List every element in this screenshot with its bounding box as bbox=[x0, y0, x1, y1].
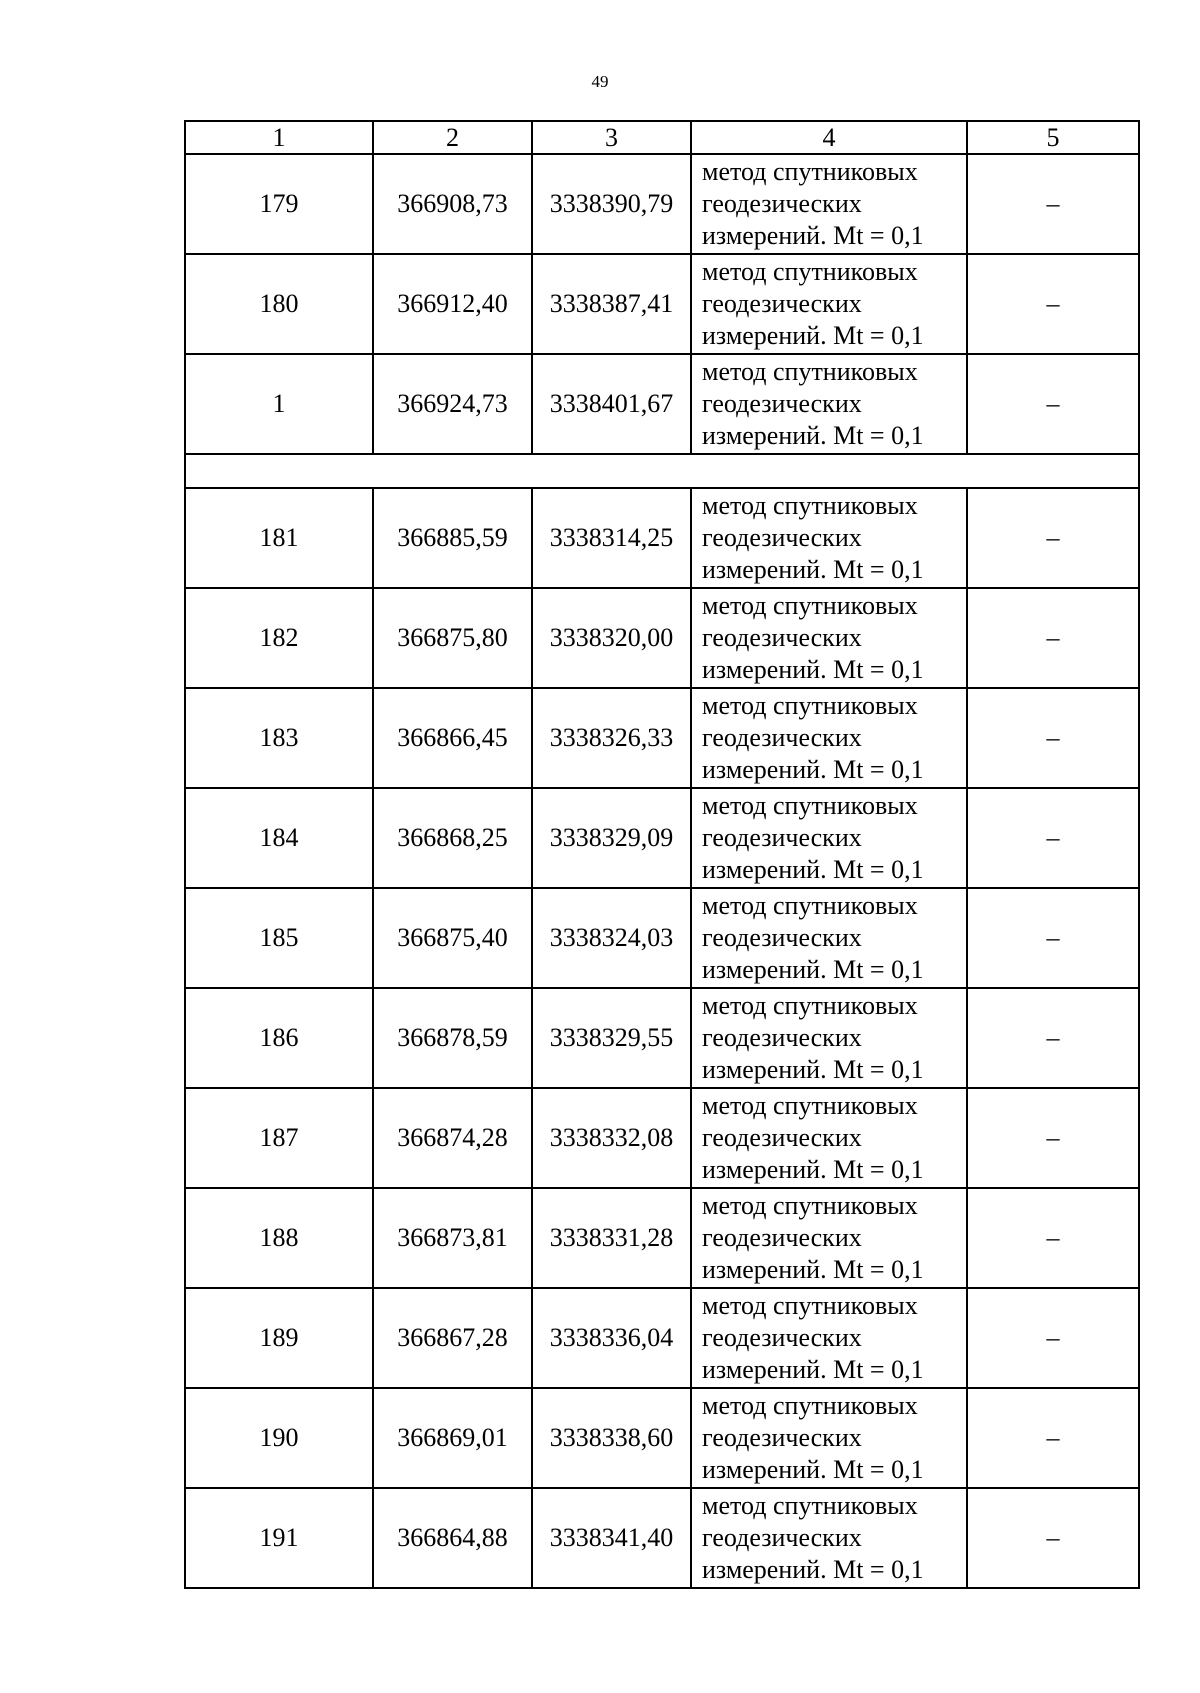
point-number-cell: 184 bbox=[185, 788, 373, 888]
method-text-line: геодезических bbox=[702, 1123, 862, 1152]
x-coordinate-cell: 366867,28 bbox=[373, 1288, 532, 1388]
method-text-line: измерений. Mt = 0,1 bbox=[702, 1055, 924, 1084]
method-text-line: геодезических bbox=[702, 1023, 862, 1052]
point-number-cell: 179 bbox=[185, 154, 373, 254]
x-coordinate-cell: 366874,28 bbox=[373, 1088, 532, 1188]
table-row bbox=[185, 1088, 1139, 1188]
method-text-line: геодезических bbox=[702, 1223, 862, 1252]
coordinates-table-container bbox=[184, 120, 1138, 1589]
method-text-line: метод спутниковых bbox=[702, 891, 918, 920]
method-text-line: измерений. Mt = 0,1 bbox=[702, 955, 924, 984]
method-cell bbox=[691, 1388, 967, 1488]
y-coordinate-cell: 3338338,60 bbox=[532, 1388, 691, 1488]
method-text-line: измерений. Mt = 0,1 bbox=[702, 555, 924, 584]
note-cell: – bbox=[967, 1488, 1139, 1588]
method-text-line: геодезических bbox=[702, 923, 862, 952]
table-row bbox=[185, 1388, 1139, 1488]
y-coordinate-cell: 3338341,40 bbox=[532, 1488, 691, 1588]
y-coordinate-cell: 3338387,41 bbox=[532, 254, 691, 354]
point-number-cell: 181 bbox=[185, 488, 373, 588]
method-cell bbox=[691, 254, 967, 354]
method-text-line: метод спутниковых bbox=[702, 1391, 918, 1420]
coordinates-table bbox=[184, 120, 1140, 1589]
method-text-line: метод спутниковых bbox=[702, 1491, 918, 1520]
method-text-line: метод спутниковых bbox=[702, 691, 918, 720]
note-cell: – bbox=[967, 254, 1139, 354]
group-separator-cell bbox=[185, 454, 1139, 488]
y-coordinate-cell: 3338314,25 bbox=[532, 488, 691, 588]
method-cell bbox=[691, 1188, 967, 1288]
note-cell: – bbox=[967, 1088, 1139, 1188]
y-coordinate-cell: 3338336,04 bbox=[532, 1288, 691, 1388]
note-cell: – bbox=[967, 588, 1139, 688]
note-cell: – bbox=[967, 154, 1139, 254]
y-coordinate-cell: 3338326,33 bbox=[532, 688, 691, 788]
method-text-line: измерений. Mt = 0,1 bbox=[702, 421, 924, 450]
table-row bbox=[185, 588, 1139, 688]
method-cell bbox=[691, 154, 967, 254]
point-number-cell: 187 bbox=[185, 1088, 373, 1188]
method-cell bbox=[691, 488, 967, 588]
method-text-line: измерений. Mt = 0,1 bbox=[702, 655, 924, 684]
x-coordinate-cell: 366873,81 bbox=[373, 1188, 532, 1288]
y-coordinate-cell: 3338332,08 bbox=[532, 1088, 691, 1188]
method-text-line: метод спутниковых bbox=[702, 257, 918, 286]
table-body bbox=[185, 154, 1139, 1588]
method-text-line: метод спутниковых bbox=[702, 1091, 918, 1120]
table-row bbox=[185, 988, 1139, 1088]
note-cell: – bbox=[967, 888, 1139, 988]
method-text-line: измерений. Mt = 0,1 bbox=[702, 321, 924, 350]
method-cell bbox=[691, 688, 967, 788]
column-header-2: 2 bbox=[373, 121, 532, 154]
method-text-line: измерений. Mt = 0,1 bbox=[702, 855, 924, 884]
method-cell bbox=[691, 1088, 967, 1188]
table-row bbox=[185, 788, 1139, 888]
method-text-line: метод спутниковых bbox=[702, 1191, 918, 1220]
method-text-line: геодезических bbox=[702, 823, 862, 852]
method-text-line: метод спутниковых bbox=[702, 1291, 918, 1320]
point-number-cell: 1 bbox=[185, 354, 373, 454]
method-text-line: метод спутниковых bbox=[702, 357, 918, 386]
x-coordinate-cell: 366924,73 bbox=[373, 354, 532, 454]
x-coordinate-cell: 366912,40 bbox=[373, 254, 532, 354]
method-text-line: метод спутниковых bbox=[702, 157, 918, 186]
method-text-line: измерений. Mt = 0,1 bbox=[702, 1355, 924, 1384]
method-text-line: геодезических bbox=[702, 1523, 862, 1552]
table-row bbox=[185, 354, 1139, 454]
method-text-line: геодезических bbox=[702, 289, 862, 318]
x-coordinate-cell: 366868,25 bbox=[373, 788, 532, 888]
y-coordinate-cell: 3338320,00 bbox=[532, 588, 691, 688]
y-coordinate-cell: 3338331,28 bbox=[532, 1188, 691, 1288]
method-text-line: измерений. Mt = 0,1 bbox=[702, 1255, 924, 1284]
x-coordinate-cell: 366878,59 bbox=[373, 988, 532, 1088]
table-header-row bbox=[185, 121, 1139, 154]
point-number-cell: 185 bbox=[185, 888, 373, 988]
method-text-line: измерений. Mt = 0,1 bbox=[702, 1455, 924, 1484]
x-coordinate-cell: 366866,45 bbox=[373, 688, 532, 788]
column-header-4: 4 bbox=[691, 121, 967, 154]
method-cell bbox=[691, 788, 967, 888]
method-text-line: геодезических bbox=[702, 1423, 862, 1452]
point-number-cell: 189 bbox=[185, 1288, 373, 1388]
method-text-line: геодезических bbox=[702, 623, 862, 652]
note-cell: – bbox=[967, 354, 1139, 454]
method-cell bbox=[691, 988, 967, 1088]
method-text-line: геодезических bbox=[702, 389, 862, 418]
column-header-5: 5 bbox=[967, 121, 1139, 154]
method-cell bbox=[691, 354, 967, 454]
note-cell: – bbox=[967, 788, 1139, 888]
x-coordinate-cell: 366864,88 bbox=[373, 1488, 532, 1588]
note-cell: – bbox=[967, 988, 1139, 1088]
method-text-line: геодезических bbox=[702, 189, 862, 218]
point-number-cell: 190 bbox=[185, 1388, 373, 1488]
method-text-line: геодезических bbox=[702, 723, 862, 752]
point-number-cell: 182 bbox=[185, 588, 373, 688]
x-coordinate-cell: 366869,01 bbox=[373, 1388, 532, 1488]
y-coordinate-cell: 3338329,09 bbox=[532, 788, 691, 888]
y-coordinate-cell: 3338401,67 bbox=[532, 354, 691, 454]
table-row bbox=[185, 1288, 1139, 1388]
method-cell bbox=[691, 588, 967, 688]
point-number-cell: 180 bbox=[185, 254, 373, 354]
point-number-cell: 186 bbox=[185, 988, 373, 1088]
note-cell: – bbox=[967, 1188, 1139, 1288]
page-number: 49 bbox=[591, 72, 609, 91]
method-cell bbox=[691, 1288, 967, 1388]
method-text-line: геодезических bbox=[702, 1323, 862, 1352]
x-coordinate-cell: 366875,40 bbox=[373, 888, 532, 988]
note-cell: – bbox=[967, 688, 1139, 788]
group-separator-row bbox=[185, 454, 1139, 488]
method-text-line: измерений. Mt = 0,1 bbox=[702, 1555, 924, 1584]
y-coordinate-cell: 3338329,55 bbox=[532, 988, 691, 1088]
point-number-cell: 191 bbox=[185, 1488, 373, 1588]
y-coordinate-cell: 3338390,79 bbox=[532, 154, 691, 254]
point-number-cell: 188 bbox=[185, 1188, 373, 1288]
point-number-cell: 183 bbox=[185, 688, 373, 788]
table-row bbox=[185, 254, 1139, 354]
table-row bbox=[185, 688, 1139, 788]
table-row bbox=[185, 1188, 1139, 1288]
method-text-line: измерений. Mt = 0,1 bbox=[702, 1155, 924, 1184]
method-text-line: метод спутниковых bbox=[702, 591, 918, 620]
x-coordinate-cell: 366875,80 bbox=[373, 588, 532, 688]
method-text-line: метод спутниковых bbox=[702, 991, 918, 1020]
y-coordinate-cell: 3338324,03 bbox=[532, 888, 691, 988]
method-text-line: метод спутниковых bbox=[702, 791, 918, 820]
x-coordinate-cell: 366885,59 bbox=[373, 488, 532, 588]
table-row bbox=[185, 154, 1139, 254]
method-cell bbox=[691, 1488, 967, 1588]
column-header-1: 1 bbox=[185, 121, 373, 154]
table-row bbox=[185, 488, 1139, 588]
method-text-line: геодезических bbox=[702, 523, 862, 552]
table-row bbox=[185, 888, 1139, 988]
column-header-3: 3 bbox=[532, 121, 691, 154]
note-cell: – bbox=[967, 1388, 1139, 1488]
method-text-line: метод спутниковых bbox=[702, 491, 918, 520]
table-row bbox=[185, 1488, 1139, 1588]
x-coordinate-cell: 366908,73 bbox=[373, 154, 532, 254]
method-text-line: измерений. Mt = 0,1 bbox=[702, 755, 924, 784]
note-cell: – bbox=[967, 488, 1139, 588]
method-cell bbox=[691, 888, 967, 988]
note-cell: – bbox=[967, 1288, 1139, 1388]
method-text-line: измерений. Mt = 0,1 bbox=[702, 221, 924, 250]
